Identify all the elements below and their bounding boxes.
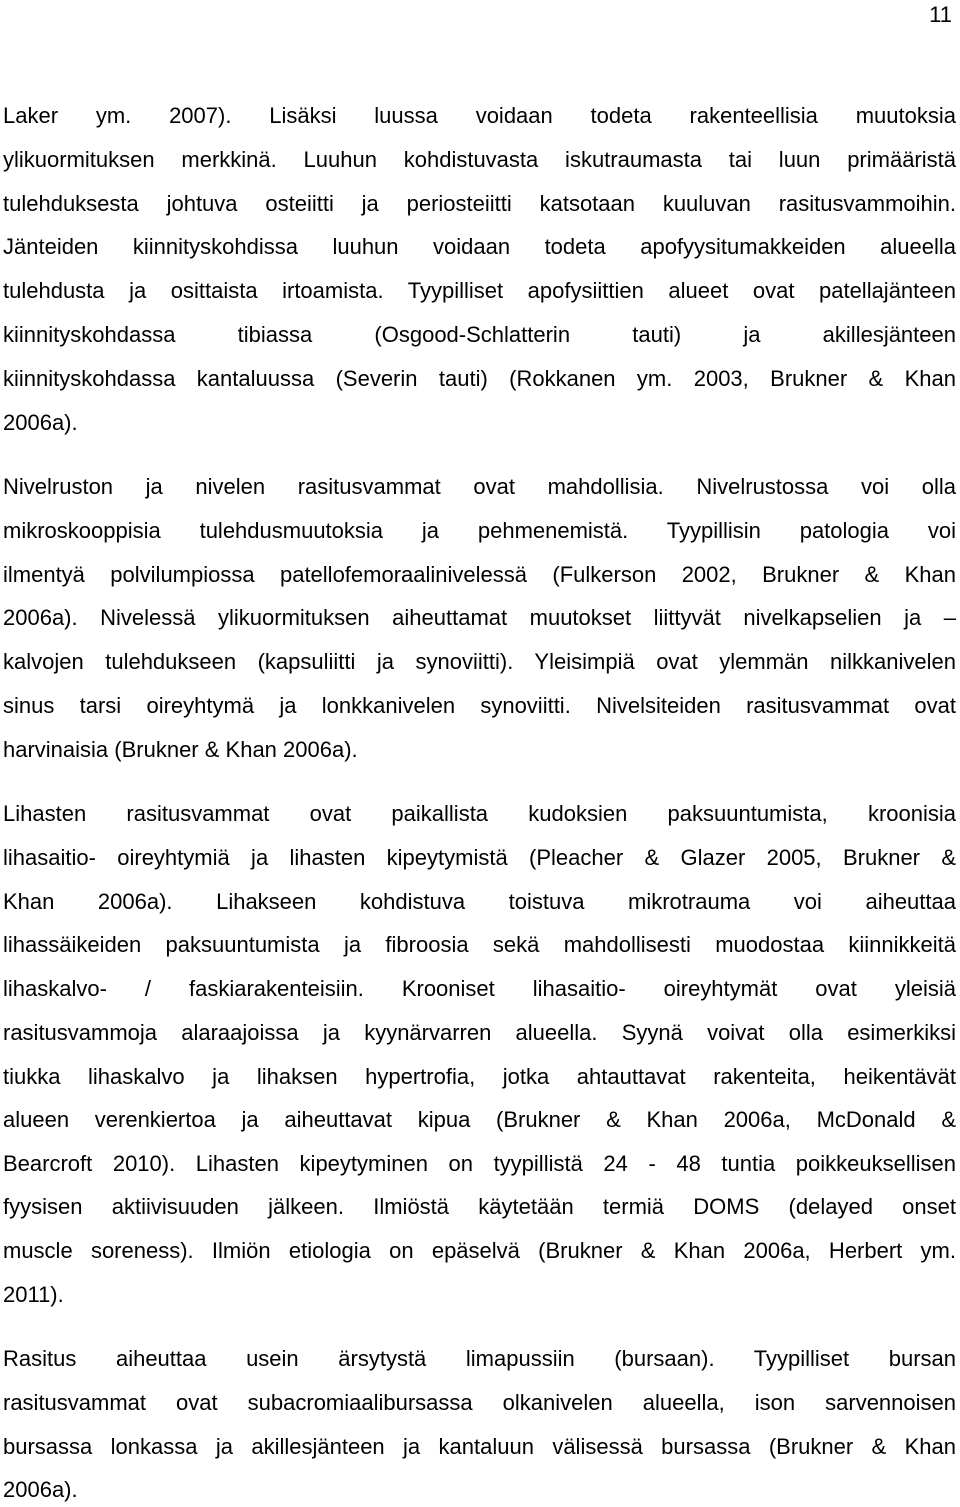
text-line: 2006a). bbox=[3, 1477, 78, 1502]
text-line: Lihasten rasitusvammat ovat paikallista kudoksien paksuuntumista, kroonisia bbox=[3, 801, 956, 826]
text-line: Rasitus aiheuttaa usein ärsytystä limapussiin (bursaan). Tyypilliset bursan bbox=[3, 1346, 956, 1371]
text-line: Bearcroft 2010). Lihasten kipeytyminen on tyypillistä 24 - 48 tuntia poikkeuksellisen bbox=[3, 1151, 956, 1176]
text-line: kiinnityskohdassa tibiassa (Osgood-Schlatterin tauti) ja akillesjänteen bbox=[3, 322, 956, 347]
text-line: rasitusvammoja alaraajoissa ja kyynärvarren alueella. Syynä voivat olla esimerkiksi bbox=[3, 1020, 956, 1045]
text-line: tulehduksesta johtuva osteiitti ja periosteiitti katsotaan kuuluvan rasitusvammoihin. bbox=[3, 191, 956, 216]
text-line: 2006a). Nivelessä ylikuormituksen aiheuttamat muutokset liittyvät nivelkapselien ja – bbox=[3, 605, 956, 630]
text-line: harvinaisia (Brukner & Khan 2006a). bbox=[3, 737, 358, 762]
text-line: mikroskooppisia tulehdusmuutoksia ja pehmenemistä. Tyypillisin patologia voi bbox=[3, 518, 956, 543]
text-line: Laker ym. 2007). Lisäksi luussa voidaan todeta rakenteellisia muutoksia bbox=[3, 103, 956, 128]
text-line: Jänteiden kiinnityskohdissa luuhun voidaan todeta apofyysitumakkeiden alueella bbox=[3, 234, 956, 259]
text-line: Nivelruston ja nivelen rasitusvammat ovat mahdollisia. Nivelrustossa voi olla bbox=[3, 474, 956, 499]
text-line: alueen verenkiertoa ja aiheuttavat kipua (Brukner & Khan 2006a, McDonald & bbox=[3, 1107, 956, 1132]
text-line: ylikuormituksen merkkinä. Luuhun kohdistuvasta iskutraumasta tai luun primääristä bbox=[3, 147, 956, 172]
text-line: muscle soreness). Ilmiön etiologia on epäselvä (Brukner & Khan 2006a, Herbert ym. bbox=[3, 1238, 956, 1263]
text-line: kiinnityskohdassa kantaluussa (Severin tauti) (Rokkanen ym. 2003, Brukner & Khan bbox=[3, 366, 956, 391]
text-line: bursassa lonkassa ja akillesjänteen ja kantaluun välisessä bursassa (Brukner & Khan bbox=[3, 1434, 956, 1459]
text-line: 2006a). bbox=[3, 410, 78, 435]
text-line: 2011). bbox=[3, 1282, 64, 1307]
text-line: lihasaitio- oireyhtymiä ja lihasten kipeytymistä (Pleacher & Glazer 2005, Brukner & bbox=[3, 845, 956, 870]
text-line: ilmentyä polvilumpiossa patellofemoraalinivelessä (Fulkerson 2002, Brukner & Khan bbox=[3, 562, 956, 587]
text-line: fyysisen aktiivisuuden jälkeen. Ilmiöstä käytetään termiä DOMS (delayed onset bbox=[3, 1194, 956, 1219]
text-line: tiukka lihaskalvo ja lihaksen hypertrofia, jotka ahtauttavat rakenteita, heikentävät bbox=[3, 1064, 956, 1089]
text-line: lihaskalvo- / faskiarakenteisiin. Krooniset lihasaitio- oireyhtymät ovat yleisiä bbox=[3, 976, 956, 1001]
text-line: rasitusvammat ovat subacromiaalibursassa olkanivelen alueella, ison sarvennoisen bbox=[3, 1390, 956, 1415]
text-line: tulehdusta ja osittaista irtoamista. Tyypilliset apofysiittien alueet ovat patellajänteen bbox=[3, 278, 956, 303]
text-line: sinus tarsi oireyhtymä ja lonkkanivelen synoviitti. Nivelsiteiden rasitusvammat ovat bbox=[3, 693, 956, 718]
text-line: Khan 2006a). Lihakseen kohdistuva toistuva mikrotrauma voi aiheuttaa bbox=[3, 889, 956, 914]
text-line: kalvojen tulehdukseen (kapsuliitti ja synoviitti). Yleisimpiä ovat ylemmän nilkkanivelen bbox=[3, 649, 956, 674]
text-line: lihassäikeiden paksuuntumista ja fibroosia sekä mahdollisesti muodostaa kiinnikkeitä bbox=[3, 932, 956, 957]
page-number: 11 bbox=[929, 2, 952, 27]
